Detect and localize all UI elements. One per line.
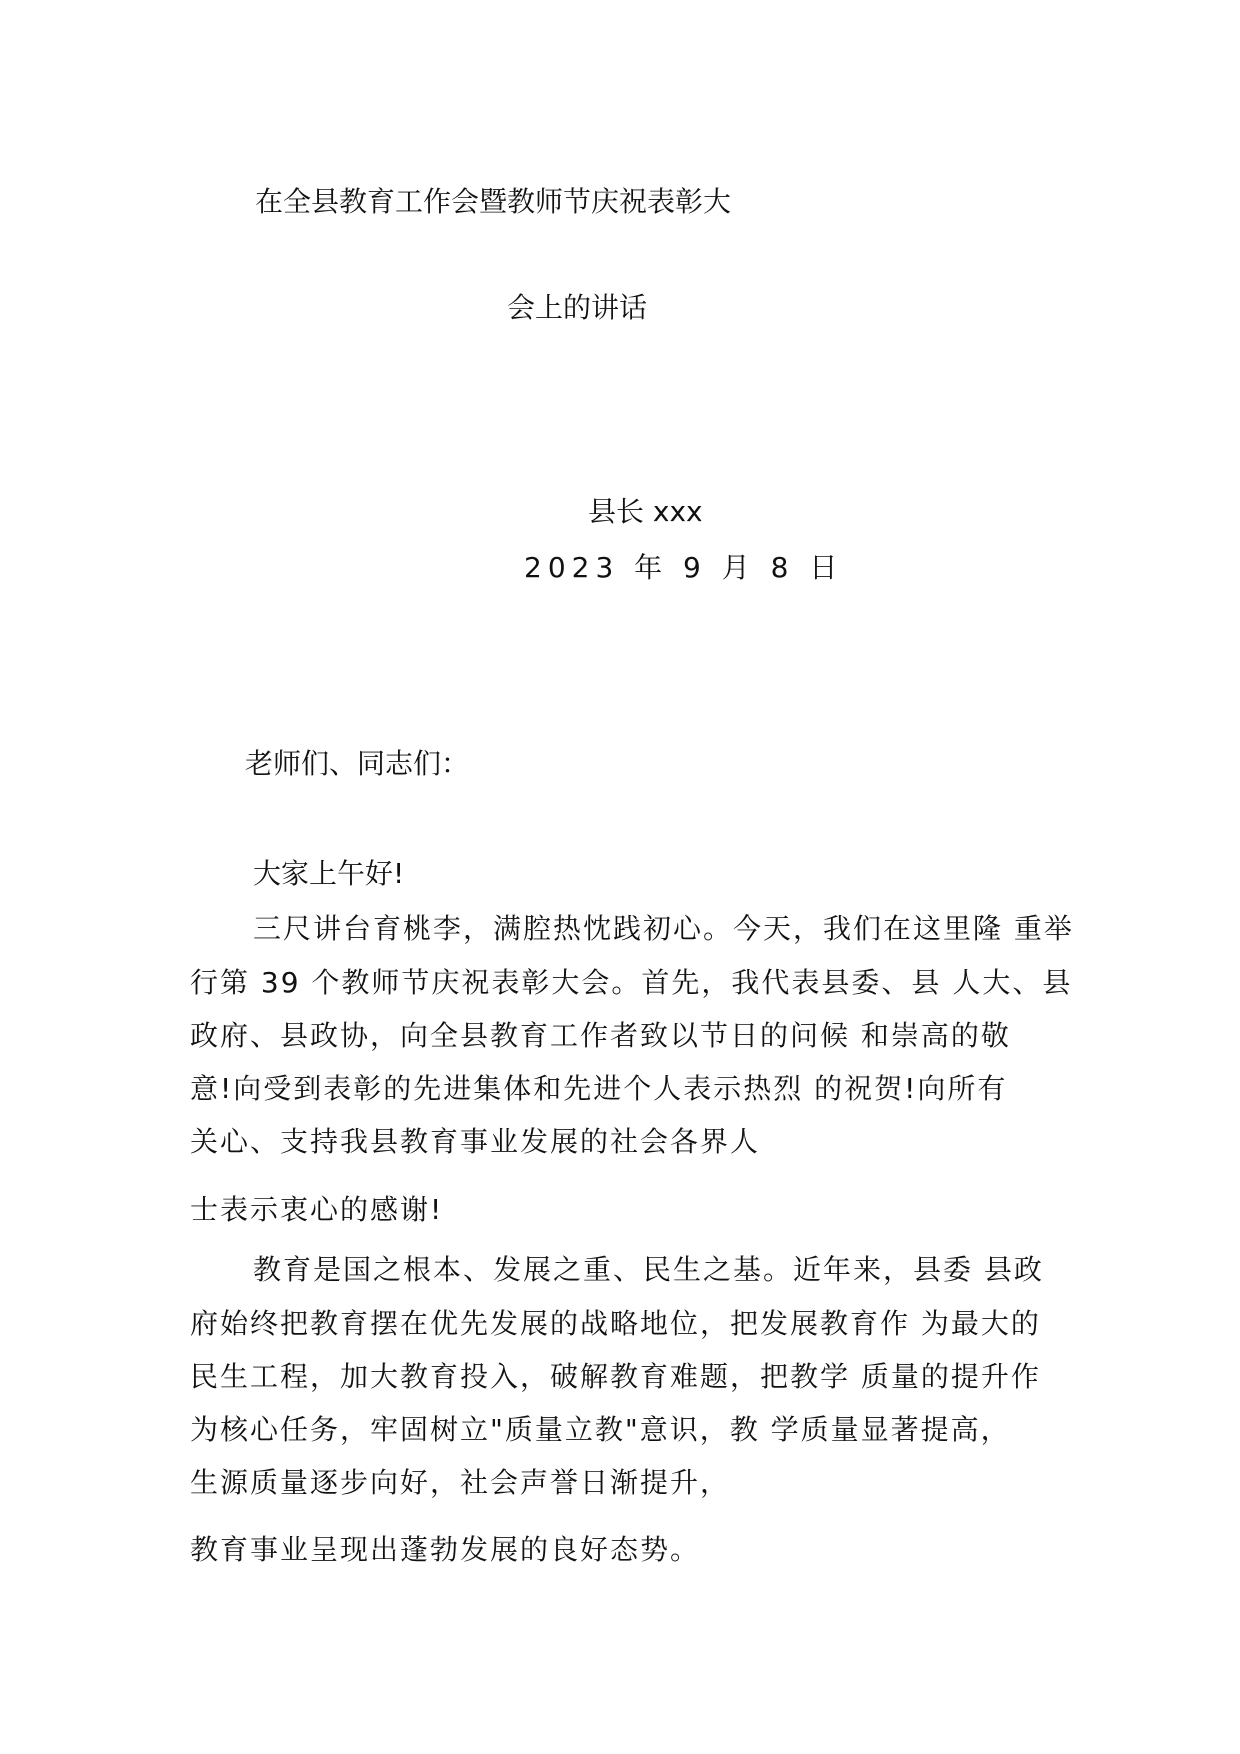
paragraph-2-line-3: 民生工程，加大教育投入，破解教育难题，把教学 质量的提升作 <box>190 1360 1041 1393</box>
paragraph-2-line-4: 为核心任务，牢固树立"质量立教"意识，教 学质量显著提高， <box>190 1413 1011 1446</box>
paragraph-1-line-4: 意!向受到表彰的先进集体和先进个人表示热烈 的祝贺!向所有 <box>190 1072 1008 1105</box>
document-title-line-1: 在全县教育工作会暨教师节庆祝表彰大 <box>255 185 732 218</box>
paragraph-1-line-2: 行第 39 个教师节庆祝表彰大会。首先，我代表县委、县 人大、县 <box>190 966 1073 999</box>
paragraph-1-line-3: 政府、县政协，向全县教育工作者致以节日的问候 和崇高的敬 <box>190 1019 1011 1052</box>
paragraph-2-line-1: 教育是国之根本、发展之重、民生之基。近年来，县委 县政 <box>253 1253 1044 1286</box>
paragraph-1-line-5: 关心、支持我县教育事业发展的社会各界人 <box>190 1125 761 1158</box>
date-line: 2023 年 9 月 8 日 <box>524 551 844 584</box>
paragraph-1-line-1: 三尺讲台育桃李，满腔热忱践初心。今天，我们在这里隆 重举 <box>253 912 1074 945</box>
greeting: 大家上午好! <box>253 857 405 890</box>
paragraph-2-line-2: 府始终把教育摆在优先发展的战略地位，把发展教育作 为最大的 <box>190 1307 1041 1340</box>
author-line: 县长 xxx <box>588 495 703 528</box>
paragraph-2-line-5: 生源质量逐步向好，社会声誉日渐提升， <box>190 1466 731 1499</box>
paragraph-2-line-6: 教育事业呈现出蓬勃发展的良好态势。 <box>190 1533 701 1566</box>
document-title-line-2: 会上的讲话 <box>507 291 648 324</box>
paragraph-1-line-6: 士表示衷心的感谢! <box>190 1193 444 1226</box>
salutation: 老师们、同志们： <box>245 747 470 780</box>
